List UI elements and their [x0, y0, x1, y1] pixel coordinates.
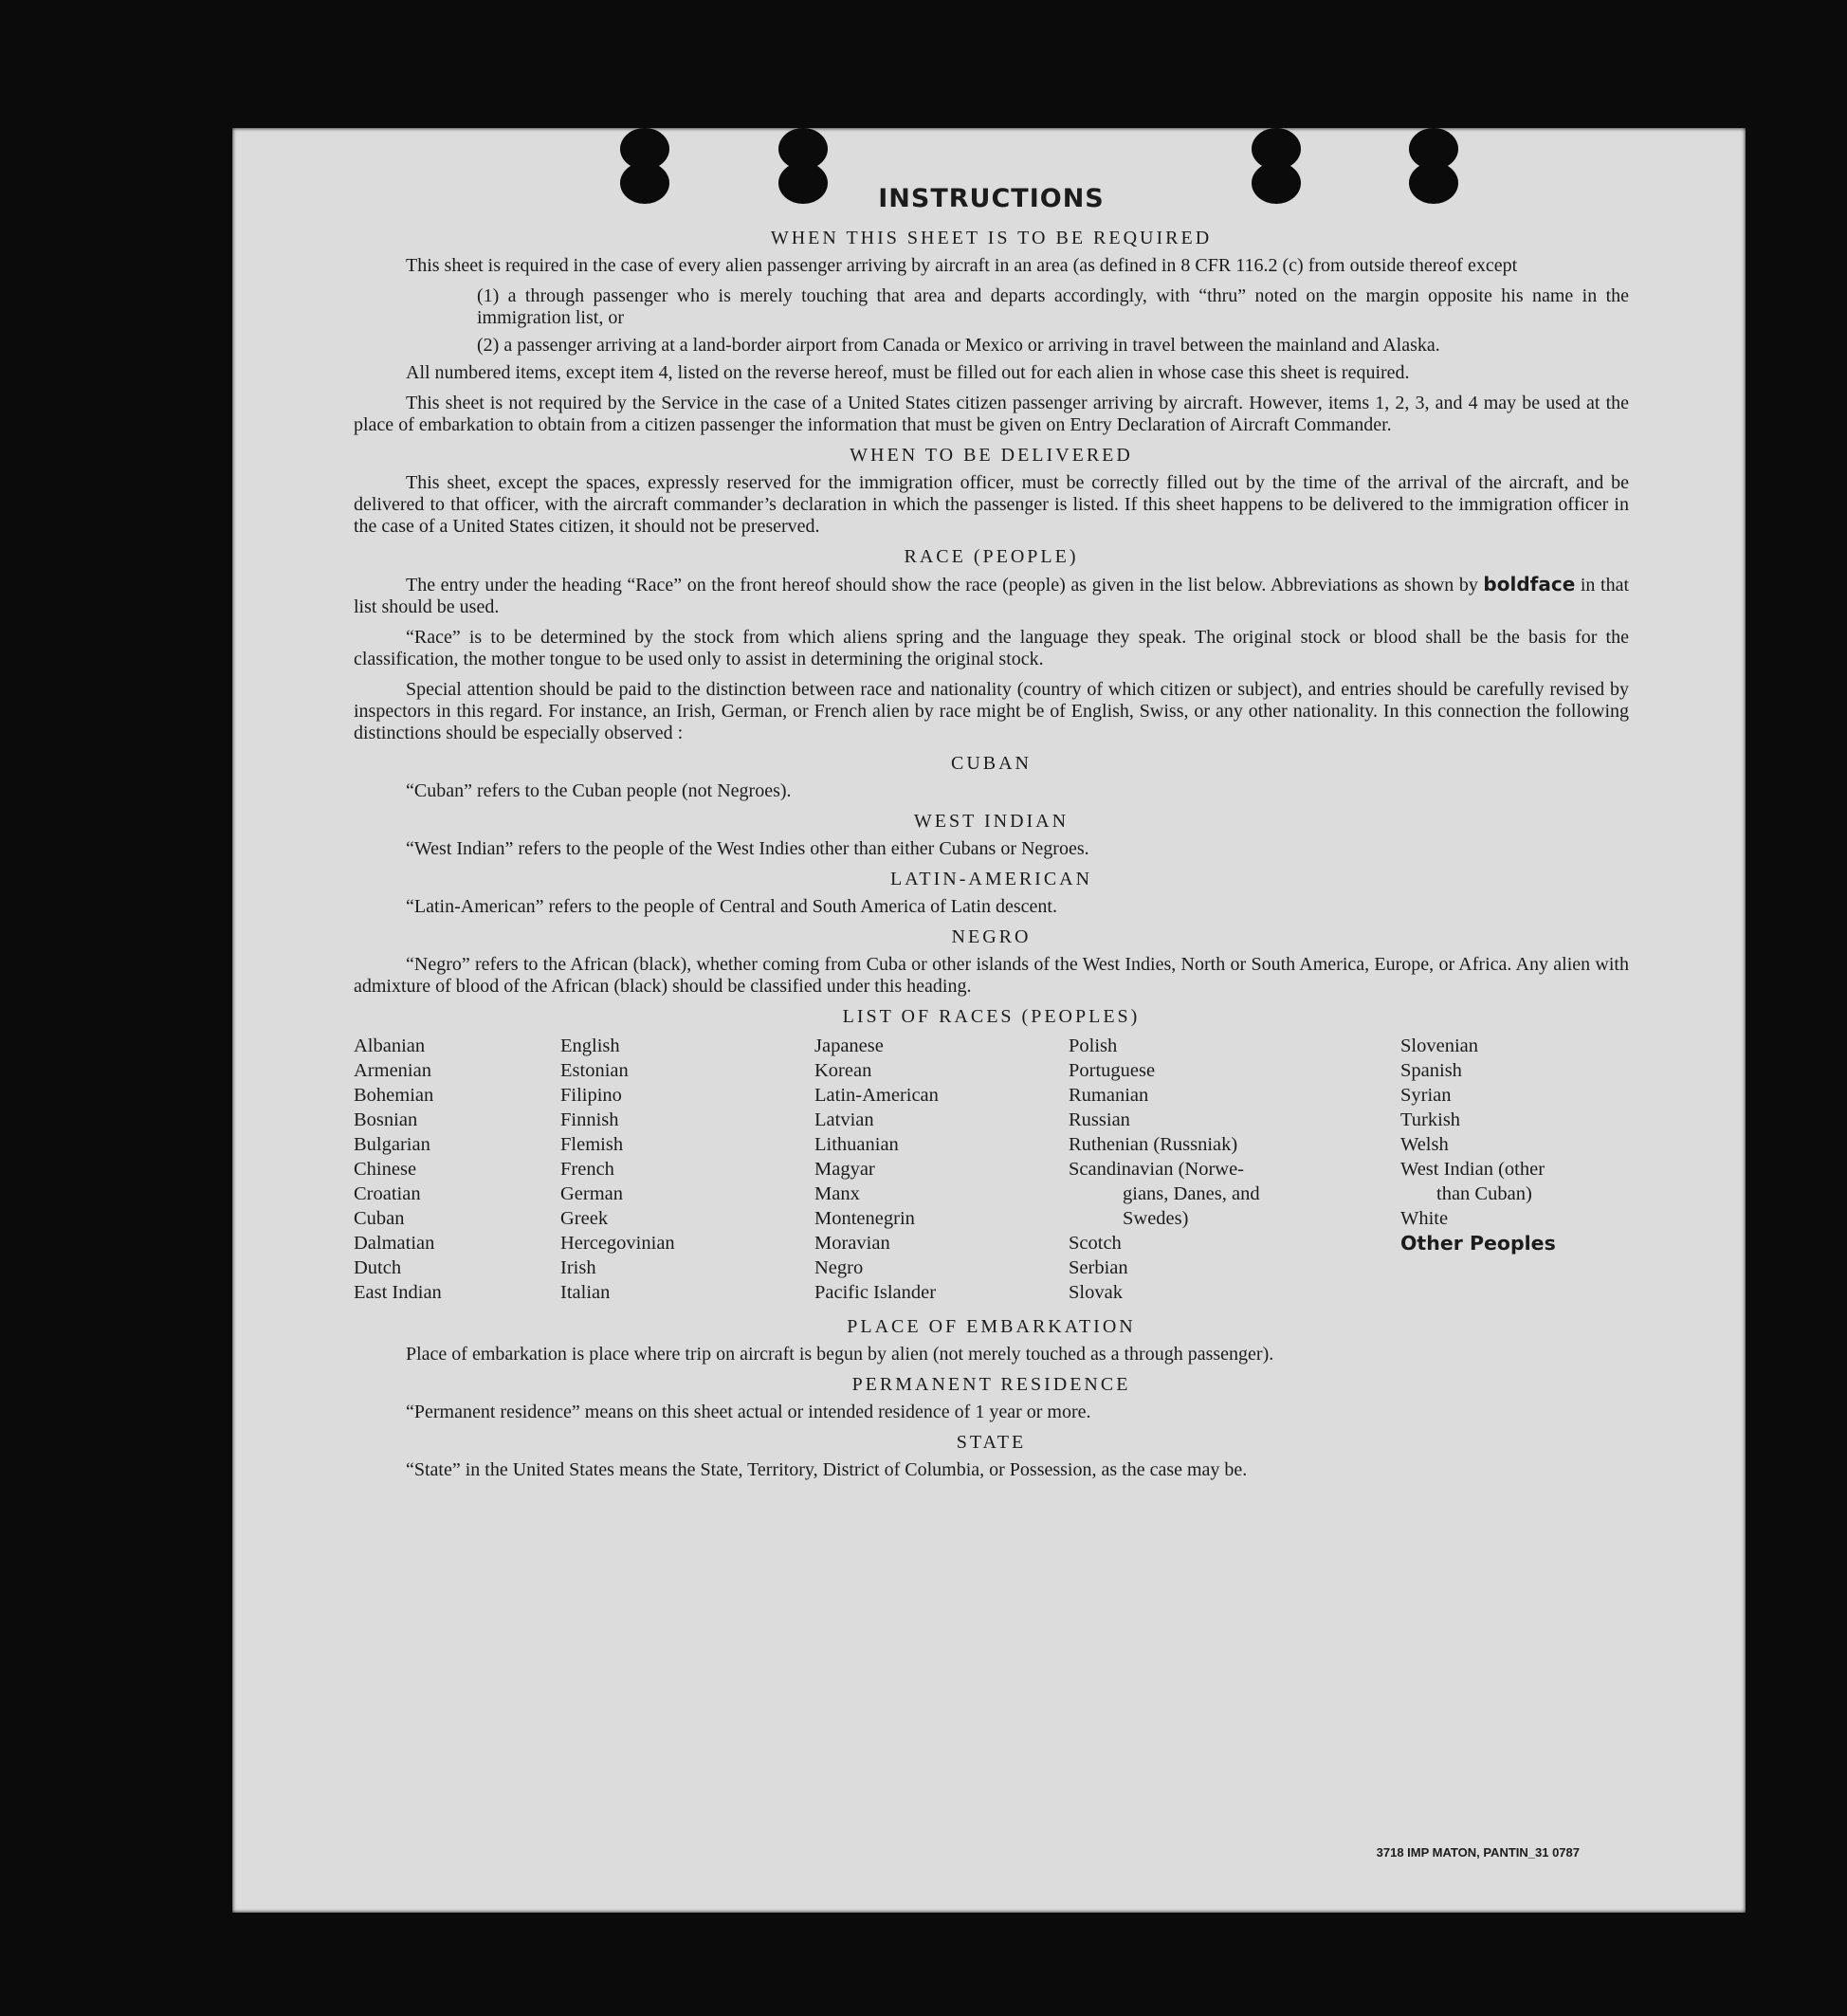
race-item: Latin-American — [814, 1085, 939, 1106]
race-item: Finnish — [560, 1109, 619, 1130]
race-item: Serbian — [1069, 1257, 1128, 1278]
race-item: Irish — [560, 1257, 596, 1278]
race-item: Greek — [560, 1208, 609, 1229]
race-item: Latvian — [814, 1109, 874, 1130]
race-item: Ruthenian (Russniak) — [1069, 1134, 1238, 1155]
paragraph: “West Indian” refers to the people of the West Indies other than either Cubans or Negroes. — [406, 838, 1089, 859]
race-item: Lithuanian — [814, 1134, 899, 1155]
text-span: in that list should be used. — [354, 575, 1630, 617]
race-item: Scotch — [1069, 1233, 1122, 1254]
race-item: Slovenian — [1400, 1035, 1478, 1056]
race-column — [814, 1034, 1069, 1305]
race-item: Hercegovinian — [560, 1233, 675, 1254]
race-item: Scandinavian (Norwe- — [1069, 1159, 1245, 1180]
race-item: Dutch — [354, 1257, 402, 1278]
race-item: Slovak — [1069, 1282, 1123, 1303]
race-item: Portuguese — [1069, 1060, 1156, 1081]
section-heading: LATIN-AMERICAN — [889, 869, 1093, 889]
race-item: Negro — [814, 1257, 864, 1278]
race-item: English — [560, 1035, 620, 1056]
race-item: White — [1400, 1208, 1449, 1229]
paragraph: This sheet is not required by the Service in the case of a United States citizen passenger arriving by aircraft. However, items 1, 2, 3, and 4 may be used at the place of embarkation to obtain from a citizen passenger the information that must be given on Entry Declaration of Aircraft Commander. — [354, 393, 1629, 435]
section-heading: CUBAN — [950, 753, 1032, 774]
paragraph: “State” in the United States means the State, Territory, District of Columbia, or Possession, as the case may be. — [406, 1459, 1248, 1480]
paragraph: “Negro” refers to the African (black), whether coming from Cuba or other islands of the West Indies, North or South America, Europe, or Africa. Any alien with admixture of blood of the African (black) should be classified under this heading. — [354, 954, 1629, 997]
paragraph: “Permanent residence” means on this sheet actual or intended residence of 1 year or more. — [406, 1402, 1091, 1422]
race-item: East Indian — [354, 1282, 442, 1303]
race-column — [354, 1034, 560, 1305]
paragraph: “Latin-American” refers to the people of Central and South America of Latin descent. — [406, 896, 1057, 917]
race-item: Moravian — [814, 1233, 890, 1254]
page-title: INSTRUCTIONS — [878, 184, 1105, 213]
race-list — [354, 1034, 1629, 1305]
paragraph: Special attention should be paid to the distinction between race and nationality (country of which citizen or subject), and entries should be carefully revised by inspectors in this regard. For instance, an Irish, German, or French alien by race might be of English, Swiss, or any other nationality. In this connection the following distinctions should be especially observed : — [354, 679, 1629, 743]
race-item: Dalmatian — [354, 1233, 435, 1254]
race-item: Croatian — [354, 1183, 421, 1204]
race-item: Albanian — [354, 1035, 426, 1056]
race-item: Estonian — [560, 1060, 629, 1081]
race-item: Filipino — [560, 1085, 622, 1106]
list-item: (2) a passenger arriving at a land-border airport from Canada or Mexico or arriving in travel between the mainland and Alaska. — [477, 335, 1440, 356]
race-item: Polish — [1069, 1035, 1118, 1056]
race-item: Russian — [1069, 1109, 1130, 1130]
race-item: Magyar — [814, 1159, 875, 1180]
race-item: Turkish — [1400, 1109, 1461, 1130]
race-item: Bohemian — [354, 1085, 434, 1106]
race-item: Montenegrin — [814, 1208, 915, 1229]
race-item: Armenian — [354, 1060, 431, 1081]
race-item: West Indian (other — [1400, 1159, 1545, 1180]
race-item: Spanish — [1400, 1060, 1462, 1081]
race-item: Bosnian — [354, 1109, 418, 1130]
paragraph — [354, 574, 1629, 618]
race-item: Pacific Islander — [814, 1282, 937, 1303]
race-item: Italian — [560, 1282, 611, 1303]
document-sheet — [232, 128, 1746, 1913]
section-heading: STATE — [956, 1432, 1027, 1453]
document-body — [354, 184, 1630, 1490]
race-item-continuation: Swedes) — [1123, 1208, 1189, 1229]
race-item-continuation: than Cuban) — [1436, 1183, 1532, 1204]
race-item: French — [560, 1159, 614, 1180]
race-item: Flemish — [560, 1134, 624, 1155]
paragraph: This sheet is required in the case of every alien passenger arriving by aircraft in an area (as defined in 8 CFR 116.2 (c) from outside thereof except — [406, 255, 1518, 276]
paragraph: This sheet, except the spaces, expressly reserved for the immigration officer, must be correctly filled out by the time of the arrival of the aircraft, and be delivered to that officer, with the aircraft commander’s declaration in which the passenger is listed. If this sheet happens to be delivered to the immigration officer in the case of a United States citizen, it should not be preserved. — [354, 472, 1629, 537]
race-column — [1069, 1034, 1400, 1305]
boldface-word: boldface — [1483, 573, 1576, 596]
race-column — [560, 1034, 814, 1305]
race-item: Syrian — [1400, 1085, 1452, 1106]
race-item: Other Peoples — [1400, 1232, 1556, 1255]
section-heading: PERMANENT RESIDENCE — [851, 1374, 1131, 1395]
section-heading: RACE (PEOPLE) — [904, 546, 1079, 567]
section-heading: WEST INDIAN — [913, 811, 1070, 832]
race-item: Cuban — [354, 1208, 405, 1229]
section-heading: NEGRO — [951, 926, 1032, 947]
race-item: Chinese — [354, 1159, 417, 1180]
paragraph: Place of embarkation is place where trip on aircraft is begun by alien (not merely touched as a through passenger). — [406, 1344, 1274, 1365]
section-heading: LIST OF RACES (PEOPLES) — [842, 1006, 1141, 1027]
race-item: Rumanian — [1069, 1085, 1149, 1106]
text-span: The entry under the heading “Race” on the front hereof should show the race (people) as given in the list below. Abbreviations as shown by — [406, 575, 1484, 596]
race-column — [1400, 1034, 1629, 1305]
race-item: Manx — [814, 1183, 860, 1204]
section-heading: PLACE OF EMBARKATION — [847, 1316, 1136, 1337]
printer-imprint: 3718 IMP MATON, PANTIN_31 0787 — [1376, 1845, 1580, 1860]
race-item: Japanese — [814, 1035, 884, 1056]
section-heading: WHEN THIS SHEET IS TO BE REQUIRED — [770, 228, 1213, 248]
race-item-continuation: gians, Danes, and — [1123, 1183, 1260, 1204]
race-item: German — [560, 1183, 624, 1204]
race-item: Welsh — [1400, 1134, 1449, 1155]
paragraph: “Race” is to be determined by the stock from which aliens spring and the language they speak. The original stock or blood shall be the basis for the classification, the mother tongue to be used only to assist in determining the original stock. — [354, 627, 1629, 669]
race-item: Bulgarian — [354, 1134, 430, 1155]
list-item: (1) a through passenger who is merely touching that area and departs accordingly, with “thru” noted on the margin opposite his name in the immigration list, or — [477, 285, 1629, 328]
paragraph: “Cuban” refers to the Cuban people (not Negroes). — [406, 780, 792, 801]
section-heading: WHEN TO BE DELIVERED — [850, 445, 1133, 466]
paragraph: All numbered items, except item 4, listed on the reverse hereof, must be filled out for each alien in whose case this sheet is required. — [406, 362, 1410, 383]
race-item: Korean — [814, 1060, 872, 1081]
